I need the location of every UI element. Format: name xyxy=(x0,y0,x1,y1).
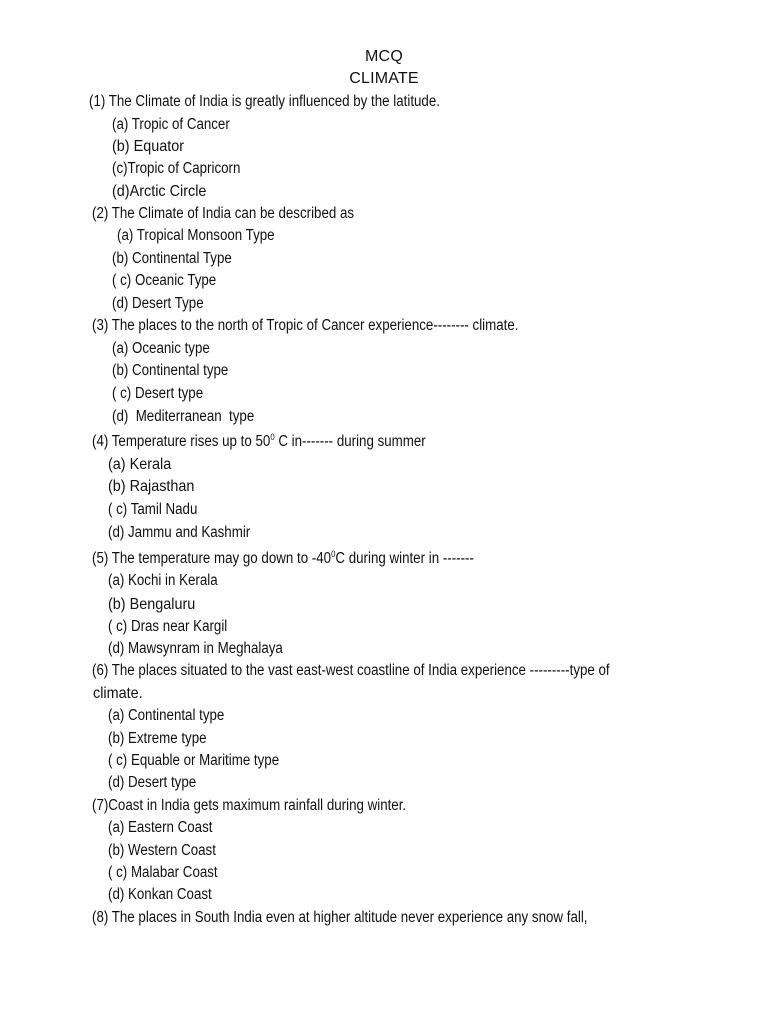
question-2-option-a: (a) Tropical Monsoon Type xyxy=(117,227,275,244)
question-7-option-d: (d) Konkan Coast xyxy=(108,886,212,903)
question-8-prompt: (8) The places in South India even at higher altitude never experience any snow fall, xyxy=(92,909,588,926)
question-1-option-a: (a) Tropic of Cancer xyxy=(112,116,230,133)
question-1-option-c: (c)Tropic of Capricorn xyxy=(112,160,241,177)
question-5-option-d: (d) Mawsynram in Meghalaya xyxy=(108,640,283,657)
question-4-option-d: (d) Jammu and Kashmir xyxy=(108,524,251,541)
question-3-option-a: (a) Oceanic type xyxy=(112,340,210,357)
question-1-option-b: (b) Equator xyxy=(112,138,185,155)
question-2-option-c: ( c) Oceanic Type xyxy=(112,272,217,289)
question-5-prompt-text: (5) The temperature may go down to -40 xyxy=(92,550,332,567)
question-7-option-b: (b) Western Coast xyxy=(108,842,216,859)
question-6-option-d: (d) Desert type xyxy=(108,774,197,791)
degree-superscript: 0 xyxy=(270,432,275,442)
question-4-option-c: ( c) Tamil Nadu xyxy=(108,501,198,518)
question-4-option-b: (b) Rajasthan xyxy=(108,478,195,495)
document-subtitle: CLIMATE xyxy=(349,70,419,87)
question-3-option-b: (b) Continental type xyxy=(112,362,229,379)
question-6-prompt-continuation: climate. xyxy=(93,685,143,702)
question-6-option-c: ( c) Equable or Maritime type xyxy=(108,752,280,769)
question-5-prompt-rest: C during winter in ------- xyxy=(335,550,474,567)
question-6-option-b: (b) Extreme type xyxy=(108,730,207,747)
question-2-option-b: (b) Continental Type xyxy=(112,250,232,267)
question-2-option-d: (d) Desert Type xyxy=(112,295,204,312)
document-title: MCQ xyxy=(365,48,403,65)
question-7-option-c: ( c) Malabar Coast xyxy=(108,864,218,881)
question-3-option-d: (d) Mediterranean type xyxy=(112,408,255,425)
question-7-prompt: (7)Coast in India gets maximum rainfall during winter. xyxy=(92,797,407,814)
question-6-prompt: (6) The places situated to the vast east-west coastline of India experience ---------type of xyxy=(92,662,610,679)
question-4-prompt-text: (4) Temperature rises up to 50 xyxy=(92,433,271,450)
question-6-option-a: (a) Continental type xyxy=(108,707,225,724)
question-4-prompt xyxy=(92,432,426,452)
degree-superscript: 0 xyxy=(331,549,336,559)
question-4-option-a: (a) Kerala xyxy=(108,456,172,473)
question-4-prompt-rest: C in------- during summer xyxy=(274,433,426,450)
question-7-option-a: (a) Eastern Coast xyxy=(108,819,213,836)
question-5-option-a: (a) Kochi in Kerala xyxy=(108,572,218,589)
question-5-option-c: ( c) Dras near Kargil xyxy=(108,618,228,635)
question-5-prompt xyxy=(92,549,474,569)
question-5-option-b: (b) Bengaluru xyxy=(108,596,196,613)
question-3-prompt: (3) The places to the north of Tropic of Cancer experience-------- climate. xyxy=(92,317,519,334)
question-3-option-c: ( c) Desert type xyxy=(112,385,204,402)
question-2-prompt: (2) The Climate of India can be described as xyxy=(92,205,355,222)
question-1-prompt: (1) The Climate of India is greatly influenced by the latitude. xyxy=(89,93,440,110)
question-1-option-d: (d)Arctic Circle xyxy=(112,183,207,200)
